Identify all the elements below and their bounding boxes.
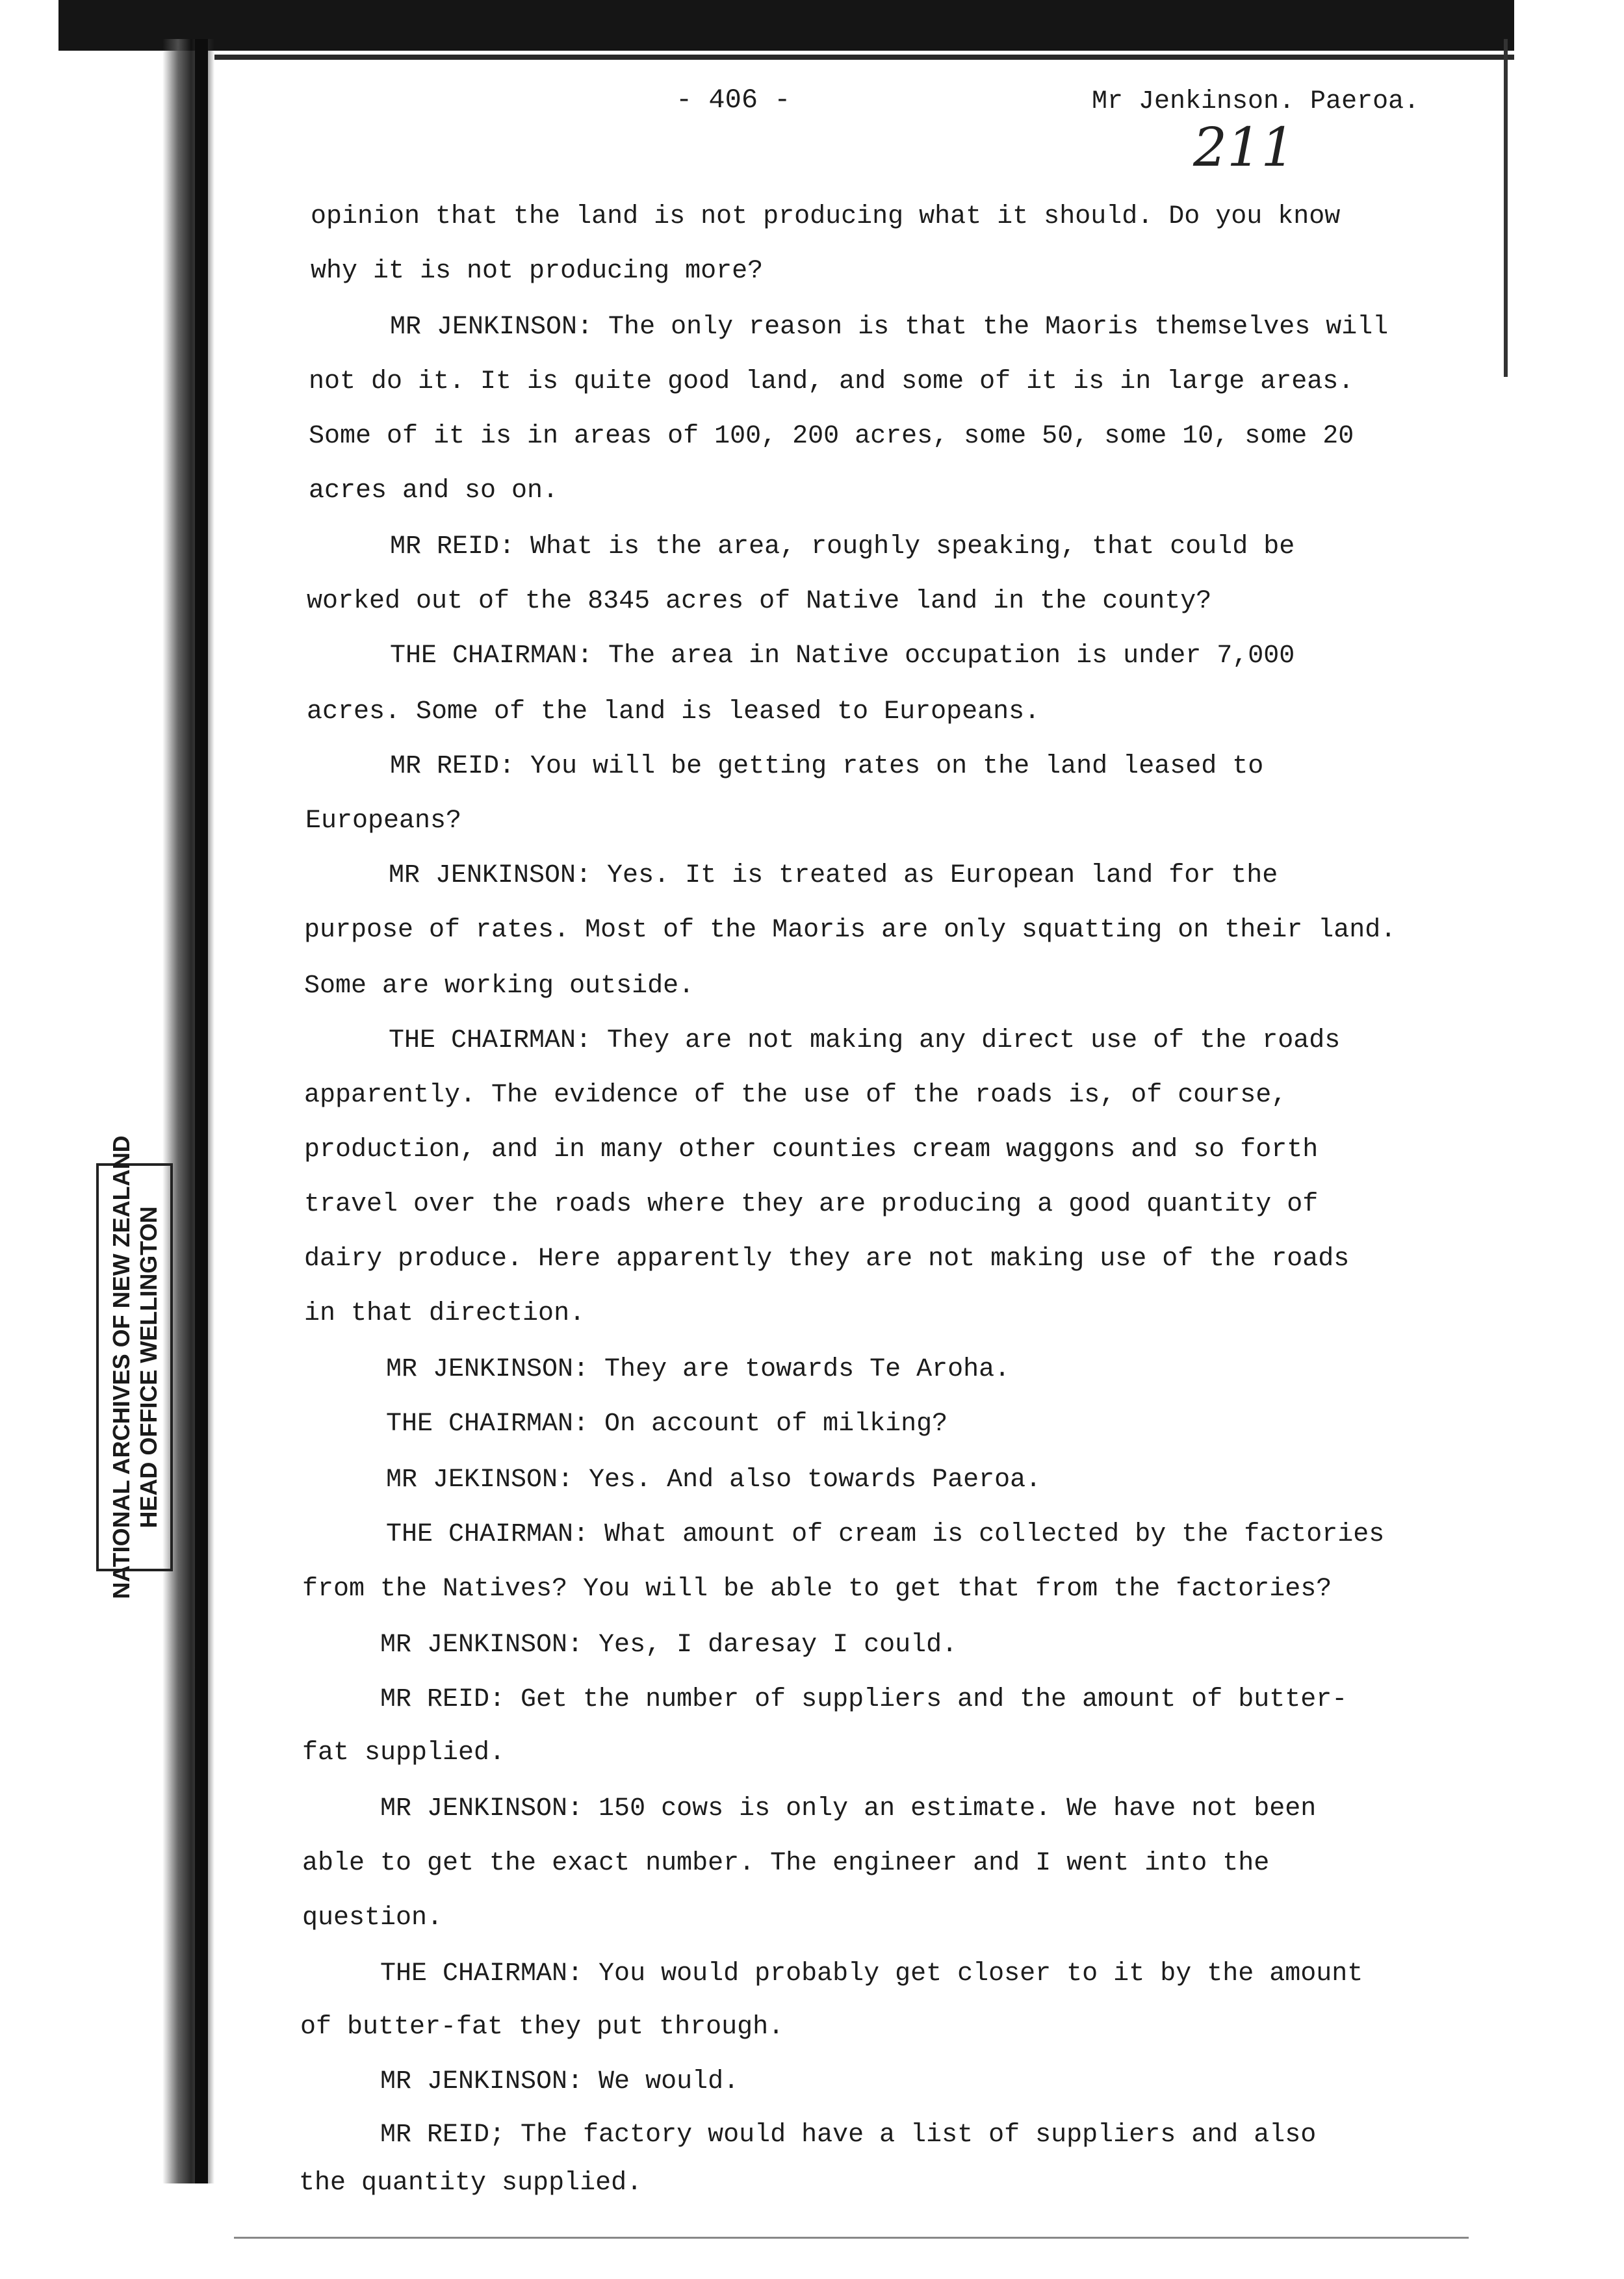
page-number: - 406 - (676, 84, 791, 116)
transcript-line: travel over the roads where they are producing a good quantity of (304, 1190, 1319, 1219)
transcript-line: MR JEKINSON: Yes. And also towards Paeroa. (386, 1465, 1042, 1495)
transcript-line: MR JENKINSON: The only reason is that the Maoris themselves will (390, 313, 1389, 342)
transcript-line: THE CHAIRMAN: You would probably get closer to it by the amount (380, 1959, 1363, 1989)
transcript-line: THE CHAIRMAN: The area in Native occupation is under 7,000 (390, 641, 1295, 671)
transcript-line: dairy produce. Here apparently they are not making use of the roads (304, 1244, 1350, 1274)
transcript-line: acres. Some of the land is leased to Europeans. (307, 697, 1040, 727)
stamp-line-1: NATIONAL ARCHIVES OF NEW ZEALAND (108, 1135, 135, 1599)
transcript-line: Some are working outside. (304, 972, 695, 1001)
page-header-speaker: Mr Jenkinson. Paeroa. (1092, 87, 1420, 116)
transcript-line: MR JENKINSON: We would. (380, 2067, 740, 2096)
transcript-line: MR REID: You will be getting rates on the land leased to (390, 752, 1264, 781)
scan-binding-edge (195, 39, 208, 2183)
folio-number: 211 (1193, 117, 1295, 179)
transcript-line: Some of it is in areas of 100, 200 acres, some 50, some 10, some 20 (309, 422, 1354, 451)
transcript-line: question. (302, 1903, 443, 1933)
transcript-line: purpose of rates. Most of the Maoris are only squatting on their land. (304, 916, 1397, 945)
scan-bottom-rule (234, 2237, 1469, 2239)
transcript-line: MR REID: Get the number of suppliers and the amount of butter- (380, 1685, 1348, 1714)
scan-right-edge (1504, 39, 1508, 377)
transcript-line: MR REID; The factory would have a list of suppliers and also (380, 2120, 1317, 2150)
transcript-line: from the Natives? You will be able to get that from the factories? (302, 1575, 1332, 1604)
transcript-line: the quantity supplied. (299, 2169, 643, 2198)
scan-top-border (58, 0, 1514, 51)
transcript-line: opinion that the land is not producing what it should. Do you know (311, 202, 1341, 231)
transcript-line: Europeans? (305, 806, 462, 836)
transcript-line: MR JENKINSON: 150 cows is only an estimate. We have not been (380, 1794, 1317, 1823)
transcript-line: able to get the exact number. The engineer and I went into the (302, 1849, 1270, 1878)
scan-top-rule (214, 55, 1514, 60)
transcript-line: MR JENKINSON: Yes. It is treated as European land for the (389, 861, 1278, 890)
transcript-line: MR REID: What is the area, roughly speaking, that could be (390, 532, 1295, 561)
transcript-line: acres and so on. (309, 476, 559, 506)
transcript-line: of butter-fat they put through. (300, 2013, 784, 2042)
transcript-line: why it is not producing more? (311, 257, 764, 286)
transcript-line: in that direction. (304, 1299, 586, 1328)
transcript-line: fat supplied. (302, 1738, 506, 1768)
transcript-line: production, and in many other counties cream waggons and so forth (304, 1135, 1319, 1165)
transcript-line: apparently. The evidence of the use of the roads is, of course, (304, 1081, 1287, 1110)
transcript-line: MR JENKINSON: They are towards Te Aroha. (386, 1355, 1011, 1384)
archive-stamp (96, 1135, 173, 1599)
transcript-line: worked out of the 8345 acres of Native land in the county? (307, 587, 1212, 616)
stamp-line-2: HEAD OFFICE WELLINGTON (135, 1206, 162, 1528)
transcript-line: THE CHAIRMAN: They are not making any direct use of the roads (389, 1026, 1341, 1055)
transcript-line: not do it. It is quite good land, and some of it is in large areas. (309, 367, 1354, 396)
transcript-line: THE CHAIRMAN: On account of milking? (386, 1410, 948, 1439)
transcript-line: THE CHAIRMAN: What amount of cream is collected by the factories (386, 1520, 1385, 1549)
transcript-line: MR JENKINSON: Yes, I daresay I could. (380, 1630, 958, 1660)
